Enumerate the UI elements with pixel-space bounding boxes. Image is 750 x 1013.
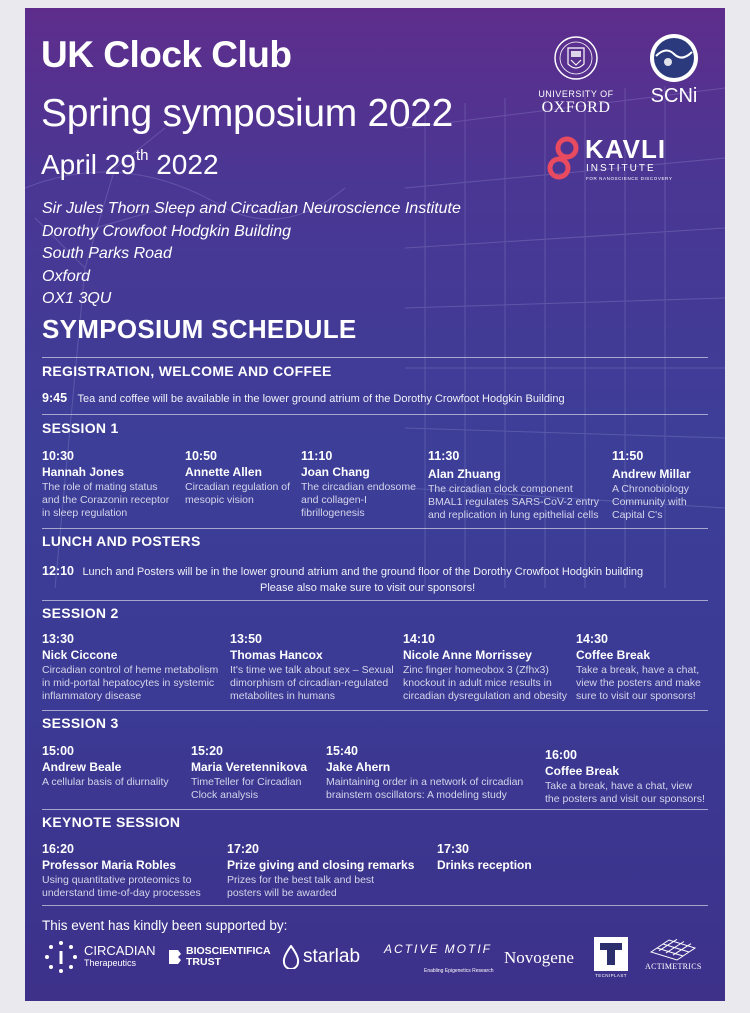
address-line: South Parks Road [42,245,172,262]
talk-speaker: Coffee Break [545,764,620,778]
talk-desc: It's time we talk about sex – Sexual dimorphism of circadian-regulated metabolites in humans [230,664,394,702]
circadian-sub: Therapeutics [84,958,137,968]
kavli-label: KAVLI [585,134,667,164]
circadian-logo [44,940,156,974]
divider [42,600,708,601]
session3-talk [191,744,307,802]
registration-heading: REGISTRATION, WELCOME AND COFFEE [42,363,332,379]
talk-time: 17:20 [227,842,259,856]
divider [42,414,708,415]
circadian-label: CIRCADIAN [84,943,156,958]
talk-speaker: Professor Maria Robles [42,858,177,872]
session1-talk [301,449,416,520]
event-date: April 29th 2022 [41,147,219,180]
keynote-heading: KEYNOTE SESSION [42,814,181,830]
actimetrics-label: ACTIMETRICS [645,962,702,971]
talk-speaker: Nick Ciccone [42,648,118,662]
lunch-time: 12:10 [42,564,74,578]
poster [25,8,725,1001]
talk-speaker: Drinks reception [437,858,532,872]
tecniplast-label: TECNIPLAST [595,973,627,978]
keynote-talk [42,842,201,900]
talk-desc: Zinc finger homeobox 3 (Zfhx3) knockout in adult mice results in circadian dysregulation and obesity [403,664,568,702]
talk-desc: Circadian regulation of mesopic vision [185,481,291,506]
kavli-sub: INSTITUTE [586,163,656,174]
kavli-small: FOR NANOSCIENCE DISCOVERY [586,176,673,181]
bioscientifica-sub: TRUST [186,956,221,968]
event-address [42,198,461,311]
talk-time: 10:30 [42,449,74,463]
event-subtitle: Spring symposium 2022 [41,92,454,135]
divider [42,809,708,810]
talk-speaker: Thomas Hancox [230,648,323,662]
activemotif-sub: Enabling Epigenetics Research [424,968,494,974]
oxford-crest-icon [554,30,598,86]
talk-time: 15:40 [326,744,358,758]
bioscientifica-mark-icon [168,949,182,965]
oxford-line2: OXFORD [541,99,611,116]
keynote-talk [437,842,532,872]
talk-desc: The circadian endosome and collagen-I fibrillogenesis [301,481,416,519]
talk-desc: A cellular basis of diurnality [42,776,169,788]
talk-speaker: Andrew Beale [42,760,122,774]
sponsors-intro: This event has kindly been supported by: [42,918,288,933]
oxford-logo [531,30,621,117]
talk-time: 16:00 [545,748,577,762]
session3-talk [545,748,705,806]
talk-speaker: Jake Ahern [326,760,391,774]
talk-time: 10:50 [185,449,217,463]
activemotif-label: ACTIVE MOTIF [384,942,492,956]
starlab-logo [282,945,360,969]
divider [42,710,708,711]
talk-time: 15:00 [42,744,74,758]
talk-time: 13:30 [42,632,74,646]
talk-desc: Circadian control of heme metabolism in mid-portal hepatocytes in systemic inflammatory disease [42,664,219,702]
address-line: Dorothy Crowfoot Hodgkin Building [42,222,292,240]
talk-speaker: Nicole Anne Morrissey [403,648,532,662]
session2-talk [576,632,701,703]
talk-speaker: Prize giving and closing remarks [227,858,415,872]
registration-row [42,389,565,407]
registration-text: Tea and coffee will be available in the lower ground atrium of the Dorothy Crowfoot Hodgkin Building [77,393,565,405]
talk-time: 11:30 [428,449,460,463]
talk-speaker: Coffee Break [576,648,651,662]
lunch-heading: LUNCH AND POSTERS [42,533,201,549]
registration-time: 9:45 [42,391,68,405]
scni-label: SCNi [650,85,698,107]
session3-heading: SESSION 3 [42,715,119,731]
talk-desc: Take a break, have a chat, view the posters and visit our sponsors! [545,780,705,805]
talk-time: 13:50 [230,632,262,646]
tecniplast-logo [593,936,629,978]
divider [42,357,708,358]
actimetrics-logo [645,938,702,971]
circadian-dots-icon [44,940,78,974]
starlab-label: starlab [303,946,361,967]
talk-desc: The role of mating status and the Corazonin receptor in sleep regulation [42,481,170,519]
session2-talk [403,632,567,703]
talk-time: 17:30 [437,842,469,856]
starlab-drop-icon [282,945,300,969]
bioscientifica-label: BIOSCIENTIFICA [186,945,271,957]
bioscientifica-logo [168,946,271,968]
talk-speaker: Andrew Millar [612,467,691,481]
lunch-row [42,562,712,594]
session1-talk [428,449,599,522]
session1-talk [185,449,290,507]
talk-time: 11:50 [612,449,644,463]
talk-speaker: Annette Allen [185,465,262,479]
oxford-line1: UNIVERSITY OF [538,89,614,99]
scni-globe-icon [648,32,700,84]
session2-talk [230,632,394,703]
lunch-text: Lunch and Posters will be in the lower ground atrium and the ground floor of the Dorothy Crowfoot Hodgkin building [82,566,644,578]
talk-desc: A Chronobiology Community with Capital C's [612,483,690,521]
talk-time: 11:10 [301,449,333,463]
talk-speaker: Joan Chang [301,465,370,479]
divider [42,905,708,906]
talk-desc: Maintaining order in a network of circadian brainstem oscillators: A modeling study [326,776,524,801]
actimetrics-grid-icon [649,938,697,962]
schedule-title: SYMPOSIUM SCHEDULE [42,314,357,344]
divider [42,528,708,529]
talk-time: 15:20 [191,744,223,758]
session3-talk [326,744,523,802]
talk-time: 14:10 [403,632,435,646]
talk-desc: The circadian clock component BMAL1 regulates SARS-CoV-2 entry and replication in lung epithelial cells [428,483,599,521]
talk-speaker: Maria Veretennikova [191,760,308,774]
tecniplast-box-icon [593,936,629,972]
session1-talk [612,449,691,522]
keynote-talk [227,842,414,900]
address-line: Oxford [42,267,91,285]
session1-talk [42,449,169,520]
kavli-logo [547,134,717,184]
session3-talk [42,744,169,789]
session2-talk [42,632,218,703]
session2-heading: SESSION 2 [42,605,119,621]
talk-desc: Prizes for the best talk and best posters will be awarded [227,874,375,899]
talk-speaker: Alan Zhuang [428,467,501,481]
talk-desc: TimeTeller for Circadian Clock analysis [191,776,302,801]
address-line: Sir Jules Thorn Sleep and Circadian Neuroscience Institute [42,200,461,217]
novogene-logo [504,948,574,968]
talk-speaker: Hannah Jones [42,465,125,479]
talk-desc: Take a break, have a chat, view the posters and make sure to visit our sponsors! [576,664,701,702]
scni-logo [641,32,707,108]
talk-desc: Using quantitative proteomics to understand time-of-day processes [42,874,201,899]
novogene-label: Novogene [504,948,574,967]
event-title: UK Clock Club [41,34,292,75]
lunch-text2: Please also make sure to visit our sponsors! [260,582,476,594]
talk-time: 16:20 [42,842,74,856]
activemotif-logo [384,942,494,974]
session1-heading: SESSION 1 [42,420,119,436]
address-line: OX1 3QU [42,290,112,307]
talk-time: 14:30 [576,632,608,646]
kavli-mark-icon [547,134,581,184]
